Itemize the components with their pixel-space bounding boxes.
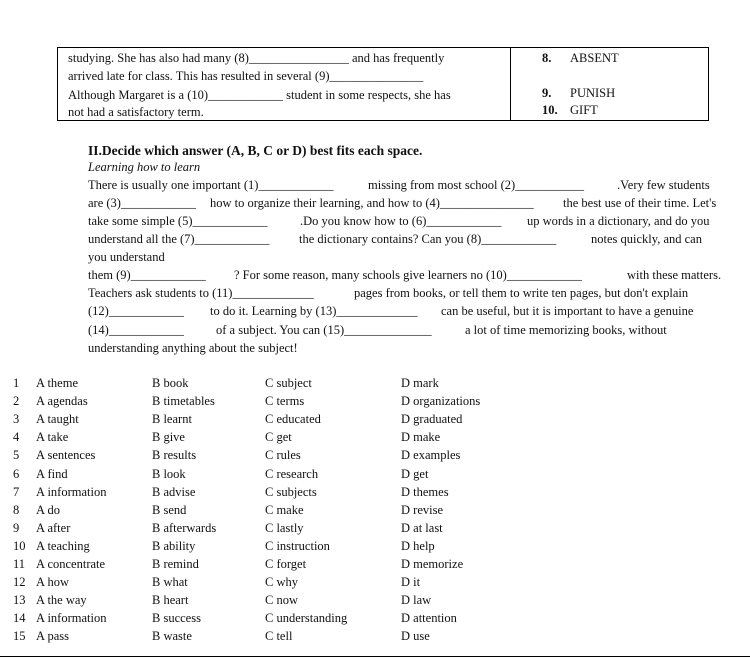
passage-segment: .Very few students	[617, 178, 710, 192]
passage-segment: pages from books, or tell them to write ten pages, but don't explain	[354, 286, 689, 300]
passage-segment: can be useful, but it is important to have a genuine	[441, 304, 694, 318]
option-number: 15	[13, 629, 26, 644]
passage-line: Although Margaret is a (10)____________ student in some respects, she has	[68, 88, 451, 102]
passage-segment: notes quickly, and can	[591, 232, 702, 246]
option-d: D graduated	[401, 412, 463, 427]
option-number: 14	[13, 611, 26, 626]
option-number: 2	[13, 394, 20, 409]
option-c: C understanding	[265, 611, 348, 626]
passage-segment: up words in a dictionary, and do you	[527, 214, 710, 228]
answer-word-8: 8. ABSENT	[542, 51, 619, 65]
option-d: D mark	[401, 376, 439, 390]
option-a: A pass	[36, 629, 69, 644]
passage-segment: the dictionary contains? Can you (8)____________	[299, 232, 557, 246]
option-number: 12	[13, 575, 26, 590]
passage-segment: missing from most school (2)___________	[368, 178, 584, 192]
option-a: A information	[36, 484, 107, 499]
option-a: A take	[36, 430, 69, 445]
passage-segment: Teachers ask students to (11)_____________	[88, 286, 314, 300]
option-c: C forget	[265, 557, 307, 571]
passage-segment: a lot of time memorizing books, without	[465, 323, 667, 337]
option-number: 11	[13, 557, 26, 571]
answer-word-9: 9. PUNISH	[542, 86, 616, 100]
passage-segment: are (3)____________	[88, 196, 196, 210]
option-b: B send	[152, 502, 187, 517]
option-a: A do	[36, 502, 60, 517]
option-c: C rules	[265, 448, 301, 463]
option-b: B timetables	[152, 394, 215, 409]
option-c: C instruction	[265, 538, 330, 553]
option-c: C research	[265, 466, 319, 481]
passage-segment: (12)____________	[88, 304, 184, 318]
option-b: B ability	[152, 538, 196, 553]
option-c: C make	[265, 502, 304, 517]
option-c: C why	[265, 575, 298, 590]
passage-segment: how to organize their learning, and how to (4)_______________	[210, 196, 534, 210]
passage-segment: to do it. Learning by (13)_____________	[210, 304, 418, 318]
option-c: C get	[265, 430, 292, 445]
option-number: 10	[13, 538, 26, 553]
option-b: B waste	[152, 629, 192, 644]
option-d: D themes	[401, 484, 449, 499]
option-number: 9	[13, 520, 20, 535]
option-number: 8	[13, 502, 20, 517]
option-b: B success	[152, 611, 201, 626]
option-a: A theme	[36, 376, 79, 390]
passage-segment: them (9)____________	[88, 268, 206, 282]
option-c: C terms	[265, 394, 305, 409]
option-c: C subject	[265, 376, 312, 390]
passage-segment: of a subject. You can (15)______________	[216, 323, 432, 337]
option-d: D it	[401, 575, 421, 590]
option-b: B learnt	[152, 412, 192, 427]
option-b: B remind	[152, 557, 199, 571]
option-d: D memorize	[401, 557, 464, 571]
option-a: A teaching	[36, 538, 90, 553]
option-number: 7	[13, 484, 20, 499]
option-number: 13	[13, 593, 26, 608]
option-a: A information	[36, 611, 107, 626]
passage-segment: the best use of their time. Let's	[563, 196, 717, 210]
top-answer-box	[57, 47, 709, 121]
option-a: A concentrate	[36, 557, 106, 571]
option-b: B advise	[152, 484, 196, 499]
option-d: D use	[401, 629, 430, 644]
option-a: A agendas	[36, 394, 88, 409]
option-a: A find	[36, 466, 68, 481]
passage-segment: (14)____________	[88, 323, 184, 337]
option-b: B look	[152, 466, 186, 481]
option-d: D get	[401, 466, 429, 481]
option-d: D law	[401, 593, 432, 608]
passage-line: not had a satisfactory term.	[68, 105, 204, 119]
option-d: D at last	[401, 520, 443, 535]
passage-segment: .Do you know how to (6)____________	[300, 214, 502, 228]
option-c: C subjects	[265, 484, 317, 499]
option-b: B give	[152, 430, 185, 445]
option-a: A sentences	[36, 448, 96, 463]
passage-segment: with these matters.	[627, 268, 722, 282]
option-d: D make	[401, 430, 441, 445]
option-c: C now	[265, 593, 298, 608]
option-c: C lastly	[265, 520, 304, 535]
passage-segment: you understand	[88, 250, 165, 264]
option-d: D examples	[401, 448, 461, 463]
passage-line: studying. She has also had many (8)________________ and has frequently	[68, 51, 445, 65]
option-c: C tell	[265, 629, 293, 644]
passage-segment: ? For some reason, many schools give learners no (10)____________	[234, 268, 582, 282]
passage-line: arrived late for class. This has resulted in several (9)_______________	[68, 69, 424, 83]
option-a: A after	[36, 520, 71, 535]
option-d: D help	[401, 538, 435, 553]
option-a: A the way	[36, 593, 87, 608]
answer-word-10: 10. GIFT	[542, 103, 598, 117]
option-c: C educated	[265, 412, 321, 427]
option-number: 4	[13, 430, 20, 445]
option-d: D revise	[401, 502, 443, 517]
passage-segment: understand all the (7)____________	[88, 232, 270, 246]
passage-segment: understanding anything about the subject!	[88, 341, 298, 355]
option-number: 3	[13, 412, 20, 427]
option-number: 6	[13, 466, 20, 481]
section-heading: II.Decide which answer (A, B, C or D) best fits each space.	[88, 143, 423, 158]
option-b: B heart	[152, 593, 189, 608]
option-d: D attention	[401, 611, 457, 626]
option-a: A how	[36, 575, 69, 590]
passage-segment: There is usually one important (1)____________	[88, 178, 334, 192]
option-b: B book	[152, 376, 189, 390]
option-a: A taught	[36, 412, 79, 427]
option-b: B afterwards	[152, 520, 217, 535]
passage-subtitle: Learning how to learn	[88, 160, 201, 174]
box-divider	[510, 48, 511, 120]
bottom-rule	[0, 656, 750, 657]
option-b: B what	[152, 575, 188, 590]
option-d: D organizations	[401, 394, 481, 409]
option-number: 1	[13, 376, 20, 390]
passage-segment: take some simple (5)____________	[88, 214, 268, 228]
option-number: 5	[13, 448, 20, 463]
option-b: B results	[152, 448, 197, 463]
